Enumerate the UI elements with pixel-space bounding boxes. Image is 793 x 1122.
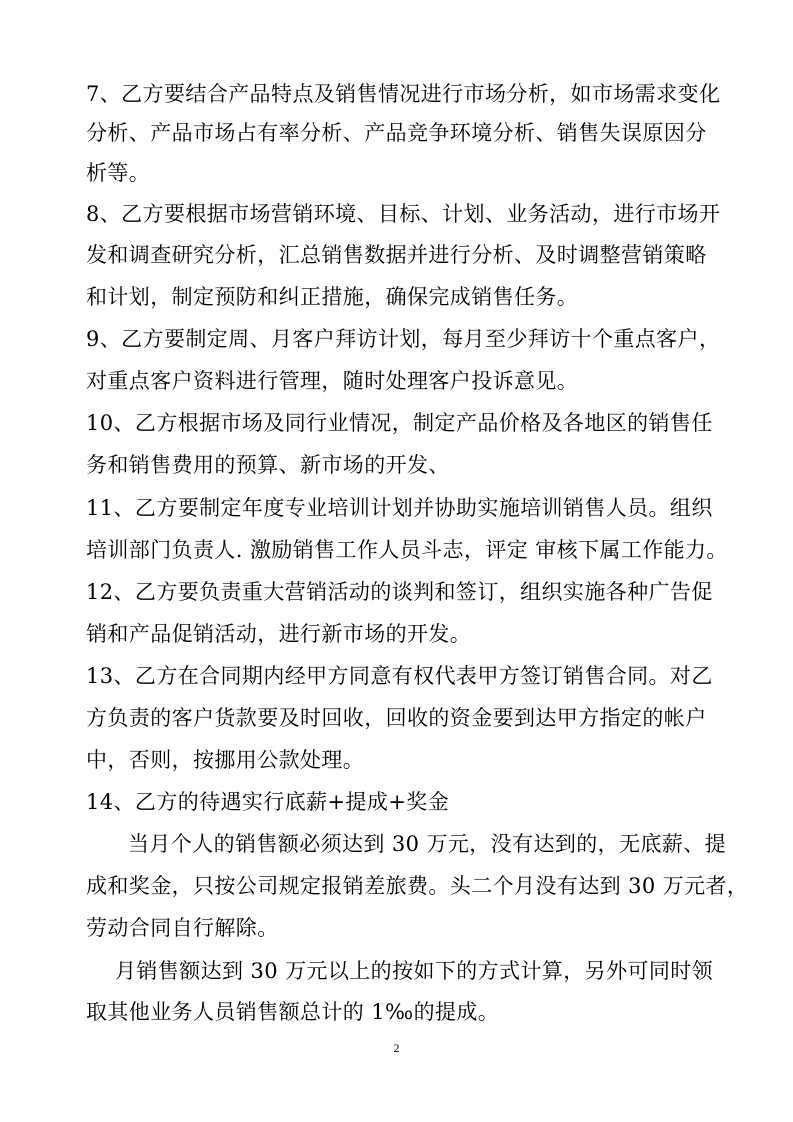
text-line: 和计划，制定预防和纠正措施，确保完成销售任务。 [86,285,579,309]
text-line: 分析、产品市场占有率分析、产品竞争环境分析、销售失误原因分 [86,121,707,145]
text-line: 成和奖金，只按公司规定报销差旅费。头二个月没有达到 30 万元者， [86,874,749,898]
text-line: 当月个人的销售额必须达到 30 万元，没有达到的，无底薪、提 [128,832,727,856]
text-line: 14、乙方的待遇实行底薪+提成+奖金 [86,790,450,814]
text-line: 发和调查研究分析，汇总销售数据并进行分析、及时调整营销策略 [86,243,707,267]
text-line: 劳动合同自行解除。 [86,916,279,940]
text-line: 7、乙方要结合产品特点及销售情况进行市场分析，如市场需求变化 [86,82,721,106]
text-line: 中，否则，按挪用公款处理。 [86,748,365,772]
text-line: 销和产品促销活动，进行新市场的开发。 [86,622,472,646]
text-line: 9、乙方要制定周、月客户拜访计划，每月至少拜访十个重点客户， [86,327,721,351]
text-line: 月销售额达到 30 万元以上的按如下的方式计算，另外可同时领 [115,959,714,983]
text-line: 务和销售费用的预算、新市场的开发、 [86,453,450,477]
text-line: 11、乙方要制定年度专业培训计划并协助实施培训销售人员。组织 [86,496,713,520]
text-line: 12、乙方要负责重大营销活动的谈判和签订，组织实施各种广告促 [86,580,713,604]
text-line: 8、乙方要根据市场营销环境、目标、计划、业务活动，进行市场开 [86,202,721,226]
text-line: 对重点客户资料进行管理，随时处理客户投诉意见。 [86,369,579,393]
text-line: 13、乙方在合同期内经甲方同意有权代表甲方签订销售合同。对乙 [86,664,713,688]
page-number: 2 [393,1041,400,1055]
text-line: 10、乙方根据市场及同行业情况，制定产品价格及各地区的销售任 [86,411,713,435]
text-line: 培训部门负责人. 激励销售工作人员斗志，评定 审核下属工作能力。 [86,538,728,562]
text-line: 析等。 [86,161,151,185]
text-line: 方负责的客户货款要及时回收，回收的资金要到达甲方指定的帐户 [86,706,707,730]
text-line: 取其他业务人员销售额总计的 1‰的提成。 [86,1000,500,1024]
